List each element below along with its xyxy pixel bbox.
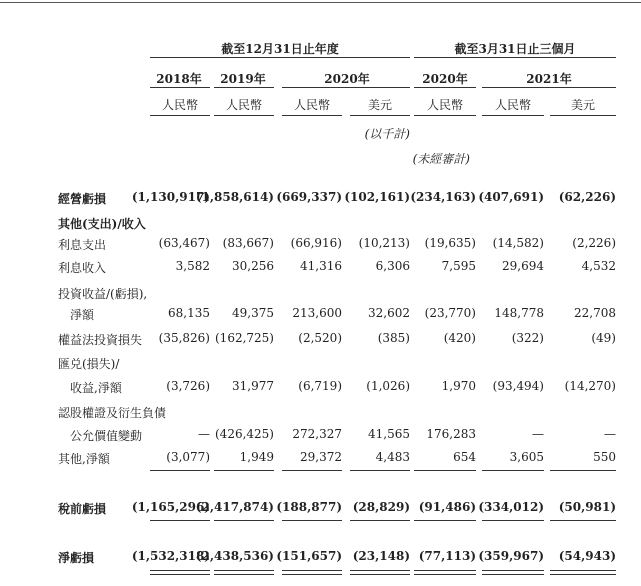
table-cell: 1,949 [239,450,274,464]
table-cell: (2,438,536) [195,549,274,563]
table-cell: 32,602 [368,306,410,320]
year-header-2020-fy: 2020年 [324,72,370,86]
table-cell: (407,691) [478,190,544,204]
table-cell: 31,977 [232,379,274,393]
table-cell: 49,375 [232,306,274,320]
table-cell: (62,226) [558,190,616,204]
table-cell: 22,708 [574,306,616,320]
total-rule [150,570,210,571]
table-cell: (50,981) [558,500,616,514]
total-rule [550,574,616,575]
row-label: 認股權證及衍生負債 [58,406,167,420]
total-rule [282,570,342,571]
table-cell: (3,077) [166,450,210,464]
row-label: 公允價值變動 [70,429,143,443]
row-label: 稅前虧損 [58,502,107,516]
table-cell: 550 [593,450,616,464]
group-rule-year-end [150,57,410,58]
table-cell: (14,582) [492,236,544,250]
table-cell: (77,113) [418,549,476,563]
table-cell: 30,256 [232,259,274,273]
table-cell: 3,582 [175,259,210,273]
table-cell: (334,012) [478,500,544,514]
currency-rule [282,115,342,116]
table-cell: (322) [511,331,544,345]
total-rule [350,470,410,471]
table-cell: — [604,427,616,441]
total-rule [214,574,274,575]
table-cell: (63,467) [158,236,210,250]
total-rule [550,570,616,571]
row-label: 經營虧損 [58,192,107,206]
table-cell: (2,417,874) [195,500,274,514]
row-label: 匯兑(損失)/ [58,357,120,371]
year-header-2018: 2018年 [156,72,202,86]
row-label: 投資收益/(虧損), [58,287,148,301]
group-title-year-end: 截至12月31日止年度 [221,42,339,56]
year-header-2021-q1: 2021年 [526,72,572,86]
table-cell: — [532,427,544,441]
table-cell: (1,165,296) [131,500,210,514]
table-cell: 29,694 [502,259,544,273]
currency-rule [550,115,616,116]
table-cell: (35,826) [158,331,210,345]
table-cell: 4,483 [375,450,410,464]
total-rule [150,520,210,521]
row-label: 其他,淨額 [58,452,110,466]
row-label: 利息支出 [58,238,107,252]
year-rule-2020-fy [282,87,410,88]
total-rule [214,520,274,521]
currency-rule [414,115,476,116]
currency-header: 人民幣 [494,98,531,112]
table-cell: 4,532 [581,259,616,273]
table-cell: (83,667) [222,236,274,250]
table-cell: 6,306 [375,259,410,273]
total-rule [414,570,476,571]
currency-header: 人民幣 [225,98,262,112]
total-rule [214,470,274,471]
table-cell: (14,270) [564,379,616,393]
group-rule-three-months [414,57,616,58]
total-rule [350,574,410,575]
table-cell: 68,135 [168,306,210,320]
table-cell: (188,877) [276,500,342,514]
note-unaudited: (未經審計) [412,152,470,166]
total-rule [414,520,476,521]
total-rule [150,470,210,471]
table-cell: (151,657) [276,549,342,563]
currency-header: 人民幣 [161,98,198,112]
row-label: 淨額 [70,308,95,322]
currency-header: 美元 [570,98,595,112]
table-cell: (669,337) [276,190,342,204]
table-cell: — [198,427,210,441]
currency-rule [482,115,544,116]
table-cell: (93,494) [492,379,544,393]
table-cell: (1,130,917) [131,190,210,204]
table-cell: 3,605 [509,450,544,464]
table-cell: 41,316 [300,259,342,273]
group-title-three-months: 截至3月31日止三個月 [454,42,576,56]
total-rule [282,574,342,575]
total-rule [282,520,342,521]
table-cell: (23,770) [424,306,476,320]
total-rule [350,570,410,571]
table-cell: 7,595 [441,259,476,273]
note-thousands: (以千計) [364,127,410,141]
total-rule [282,470,342,471]
row-label: 權益法投資損失 [58,333,143,347]
total-rule [550,520,616,521]
table-cell: 29,372 [300,450,342,464]
table-cell: (1,026) [366,379,410,393]
table-cell: (359,967) [478,549,544,563]
table-cell: (23,148) [352,549,410,563]
total-rule [550,470,616,471]
currency-header: 人民幣 [426,98,463,112]
year-rule-2019 [214,87,274,88]
row-label: 收益,淨額 [70,381,122,395]
table-cell: (28,829) [352,500,410,514]
table-cell: (49) [591,331,616,345]
row-label: 淨虧損 [58,551,95,565]
table-cell: (1,858,614) [195,190,274,204]
total-rule [150,574,210,575]
currency-header: 美元 [367,98,392,112]
year-header-2019: 2019年 [220,72,266,86]
row-label: 其他(支出)/收入 [58,217,146,231]
table-cell: (91,486) [418,500,476,514]
currency-rule [350,115,410,116]
table-cell: (420) [443,331,476,345]
table-cell: 213,600 [292,306,342,320]
table-cell: 176,283 [426,427,476,441]
year-rule-2020-q1 [414,87,476,88]
year-rule-2018 [150,87,210,88]
total-rule [350,520,410,521]
table-cell: (162,725) [215,331,274,345]
total-rule [482,570,544,571]
year-header-2020-q1: 2020年 [422,72,468,86]
total-rule [414,574,476,575]
table-cell: (102,161) [344,190,410,204]
currency-rule [150,115,210,116]
currency-rule [214,115,274,116]
table-cell: (10,213) [358,236,410,250]
total-rule [414,470,476,471]
table-cell: (6,719) [298,379,342,393]
table-cell: (234,163) [410,190,476,204]
currency-header: 人民幣 [293,98,330,112]
row-label: 利息收入 [58,261,107,275]
table-cell: (426,425) [215,427,274,441]
table-cell: 654 [453,450,476,464]
table-cell: 41,565 [368,427,410,441]
table-cell: (385) [377,331,410,345]
table-cell: 1,970 [441,379,476,393]
year-rule-2021-q1 [482,87,616,88]
table-cell: (2,226) [572,236,616,250]
table-cell: (54,943) [558,549,616,563]
total-rule [214,570,274,571]
table-cell: (66,916) [290,236,342,250]
total-rule [482,574,544,575]
table-cell: 272,327 [292,427,342,441]
table-cell: (19,635) [424,236,476,250]
table-cell: (1,532,318) [131,549,210,563]
top-rule [0,2,641,3]
table-cell: (3,726) [166,379,210,393]
table-cell: 148,778 [494,306,544,320]
total-rule [482,520,544,521]
total-rule [482,470,544,471]
table-cell: (2,520) [298,331,342,345]
